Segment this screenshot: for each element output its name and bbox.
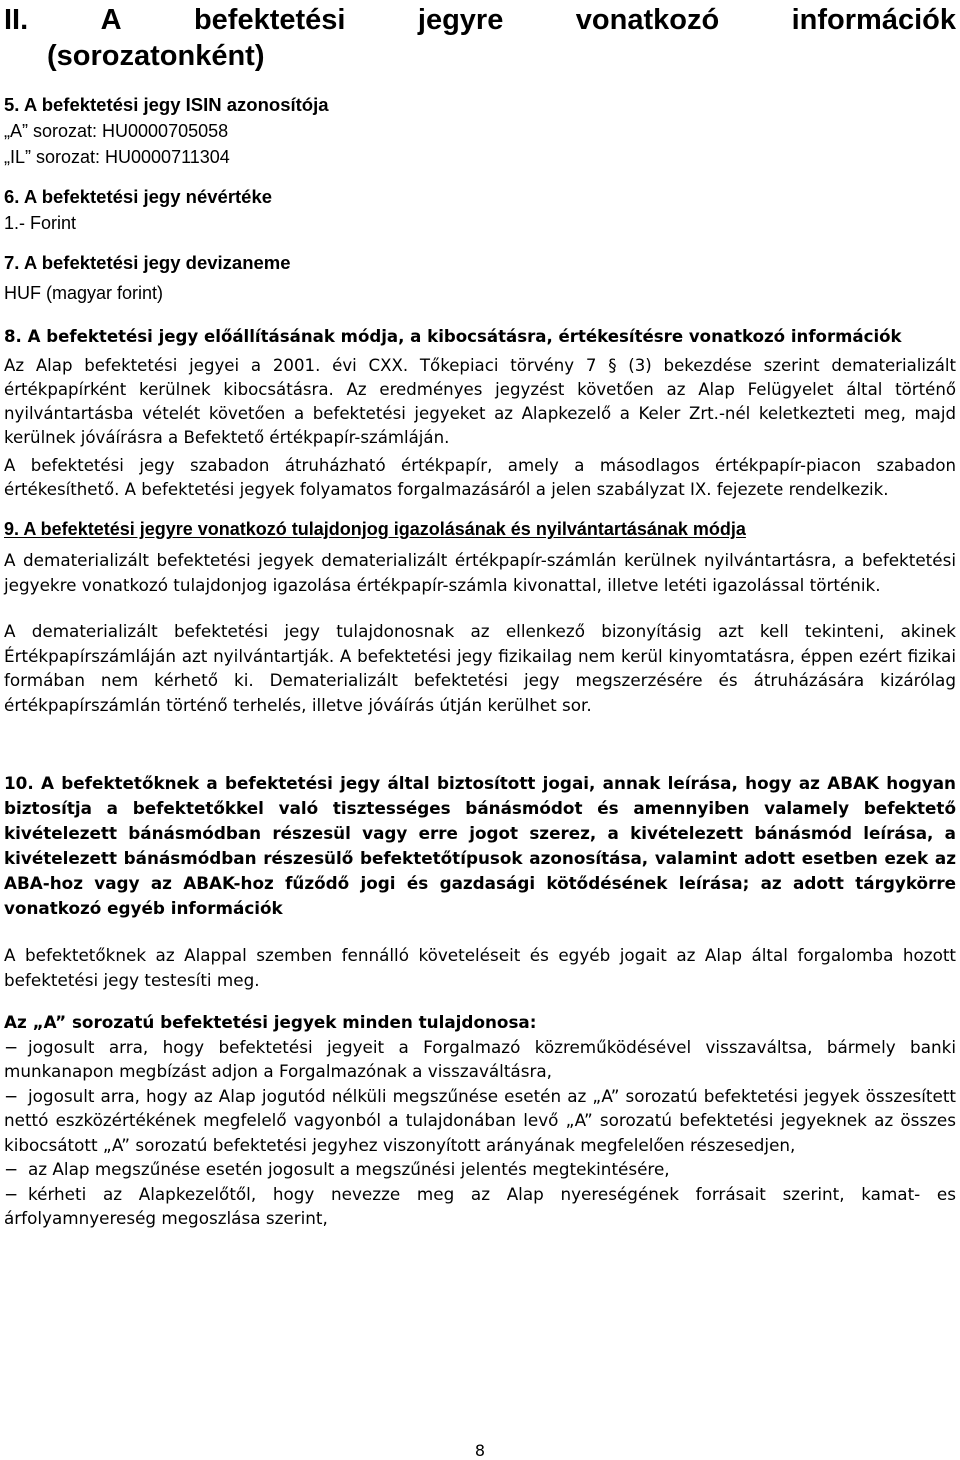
main-heading — [4, 2, 956, 74]
section-8-paragraph-2: A befektetési jegy szabadon átruházható értékpapír, amely a másodlagos értékpapír-piacon szabadon értékesíthető. A befektetési jegyek folyamatos forgalmazásáról a jelen szabályzat IX. fejezete rendelkezik. — [4, 456, 956, 499]
heading-word: jegyre — [417, 4, 504, 36]
dash-bullet: − — [4, 1085, 19, 1106]
heading-word: II. — [4, 4, 29, 36]
section-9-paragraph-1: A dematerializált befektetési jegyek dematerializált értékpapír-számlán kerülnek nyilvántartásra, a befektetési jegyekre vonatkozó tulajdonjog igazolása értékpapír-számla kivonattal, illetve letéti igazolással történik. — [4, 550, 956, 595]
heading-line-2: (sorozatonként) — [47, 40, 265, 72]
heading-word: A — [100, 4, 122, 36]
dash-bullet: − — [4, 1183, 19, 1204]
section-9-title: 9. A befektetési jegyre vonatkozó tulajdonjog igazolásának és nyilvántartásának módja — [4, 519, 746, 539]
isin-a-series: „A” sorozat: HU0000705058 — [4, 121, 229, 141]
list-item: − jogosult arra, hogy az Alap jogutód nélküli megszűnése esetén az „A” sorozatú befektetési jegyek összesített nettó eszközértékének megfelelő vagyonból a tulajdonában levő „A” sorozatú befektetési jegyeknek az összes kibocsátott „A” sorozatú befektetési jegyhez viszonyított arányának megfelelően részesedjen, — [4, 1085, 956, 1155]
list-item: − kérheti az Alapkezelőtől, hogy nevezze meg az Alap nyereségének forrásait szerint, kamat- es árfolyamnyereség megoszlása szerint, — [4, 1183, 956, 1228]
list-item: − az Alap megszűnése esetén jogosult a megszűnési jelentés megtekintésére, — [4, 1157, 956, 1182]
dash-bullet: − — [4, 1036, 19, 1057]
section-5-title: 5. A befektetési jegy ISIN azonosítója — [4, 94, 329, 115]
document-page — [4, 0, 956, 1460]
section-10-paragraph-1: A befektetőknek az Alappal szemben fennálló követeléseit és egyéb jogait az Alap által forgalomba hozott befektetési jegy testesíti meg. — [4, 945, 956, 990]
list-item: − jogosult arra, hogy befektetési jegyeit a Forgalmazó közreműködésével visszaváltsa, bármely banki munkanapon megbízást adjon a Forgalmazónak a visszaváltásra, — [4, 1036, 956, 1081]
heading-word: befektetési — [193, 4, 346, 36]
section-6-title: 6. A befektetési jegy névértéke — [4, 186, 273, 207]
section-10-title: 10. A befektetőknek a befektetési jegy által biztosított jogai, annak leírása, hogy az ABAK hogyan biztosítja a befektetőkkel való tisztességes bánásmódot és amennyiben valamely befektető kivételezett bánásmódban részesül vagy erre jogot szerez, a kivételezett bánásmód leírása, a kivételezett bánásmódban részesülő befektetőtípusok azonosítása, valamint adott esetben ezek az ABA-hoz vagy az ABAK-hoz fűződő jogi és gazdasági kötődésének leírása; az adott tárgykörre vonatkozó egyéb információk — [4, 773, 956, 918]
heading-word: információk — [791, 4, 956, 36]
nominal-value: 1.- Forint — [4, 213, 77, 233]
section-8-title: 8. A befektetési jegy előállításának módja, a kibocsátásra, értékesítésre vonatkozó információk — [4, 327, 902, 346]
page-number: 8 — [474, 1441, 486, 1460]
isin-il-series: „IL” sorozat: HU0000711304 — [4, 147, 230, 167]
heading-word: vonatkozó — [575, 4, 720, 36]
dash-bullet: − — [4, 1159, 19, 1179]
section-9-paragraph-2: A dematerializált befektetési jegy tulajdonosnak az ellenkező bizonyításig azt kell tekinteni, akinek Értékpapírszámláján azt nyilvántartják. A befektetési jegy fizikailag nem kerül kinyomtatásra, éppen ezért fizikai formában nem kérhető ki. Dematerializált befektetési jegy megszerzésére és átruházására kizárólag értékpapírszámlán történő terhelés, illetve jóváírás útján kerülhet sor. — [4, 621, 956, 715]
section-10-subtitle: Az „A” sorozatú befektetési jegyek minden tulajdonosa: — [4, 1012, 537, 1032]
section-8-paragraph-1: Az Alap befektetési jegyei a 2001. évi CXX. Tőkepiaci törvény 7 § (3) bekezdése szerint dematerializált értékpapírként kerülnek kibocsátásra. Az eredményes jegyzést követően az Alap Felügyelet által történő nyilvántartásba vételét követően a befektetési jegyeket az Alapkezelő a Keler Zrt.-nél keletkezteti meg, majd kerülnek jóváírásra a Befektető értékpapír-számláján. — [4, 356, 956, 447]
section-7-title: 7. A befektetési jegy devizaneme — [4, 252, 291, 273]
currency-value: HUF (magyar forint) — [4, 283, 164, 303]
